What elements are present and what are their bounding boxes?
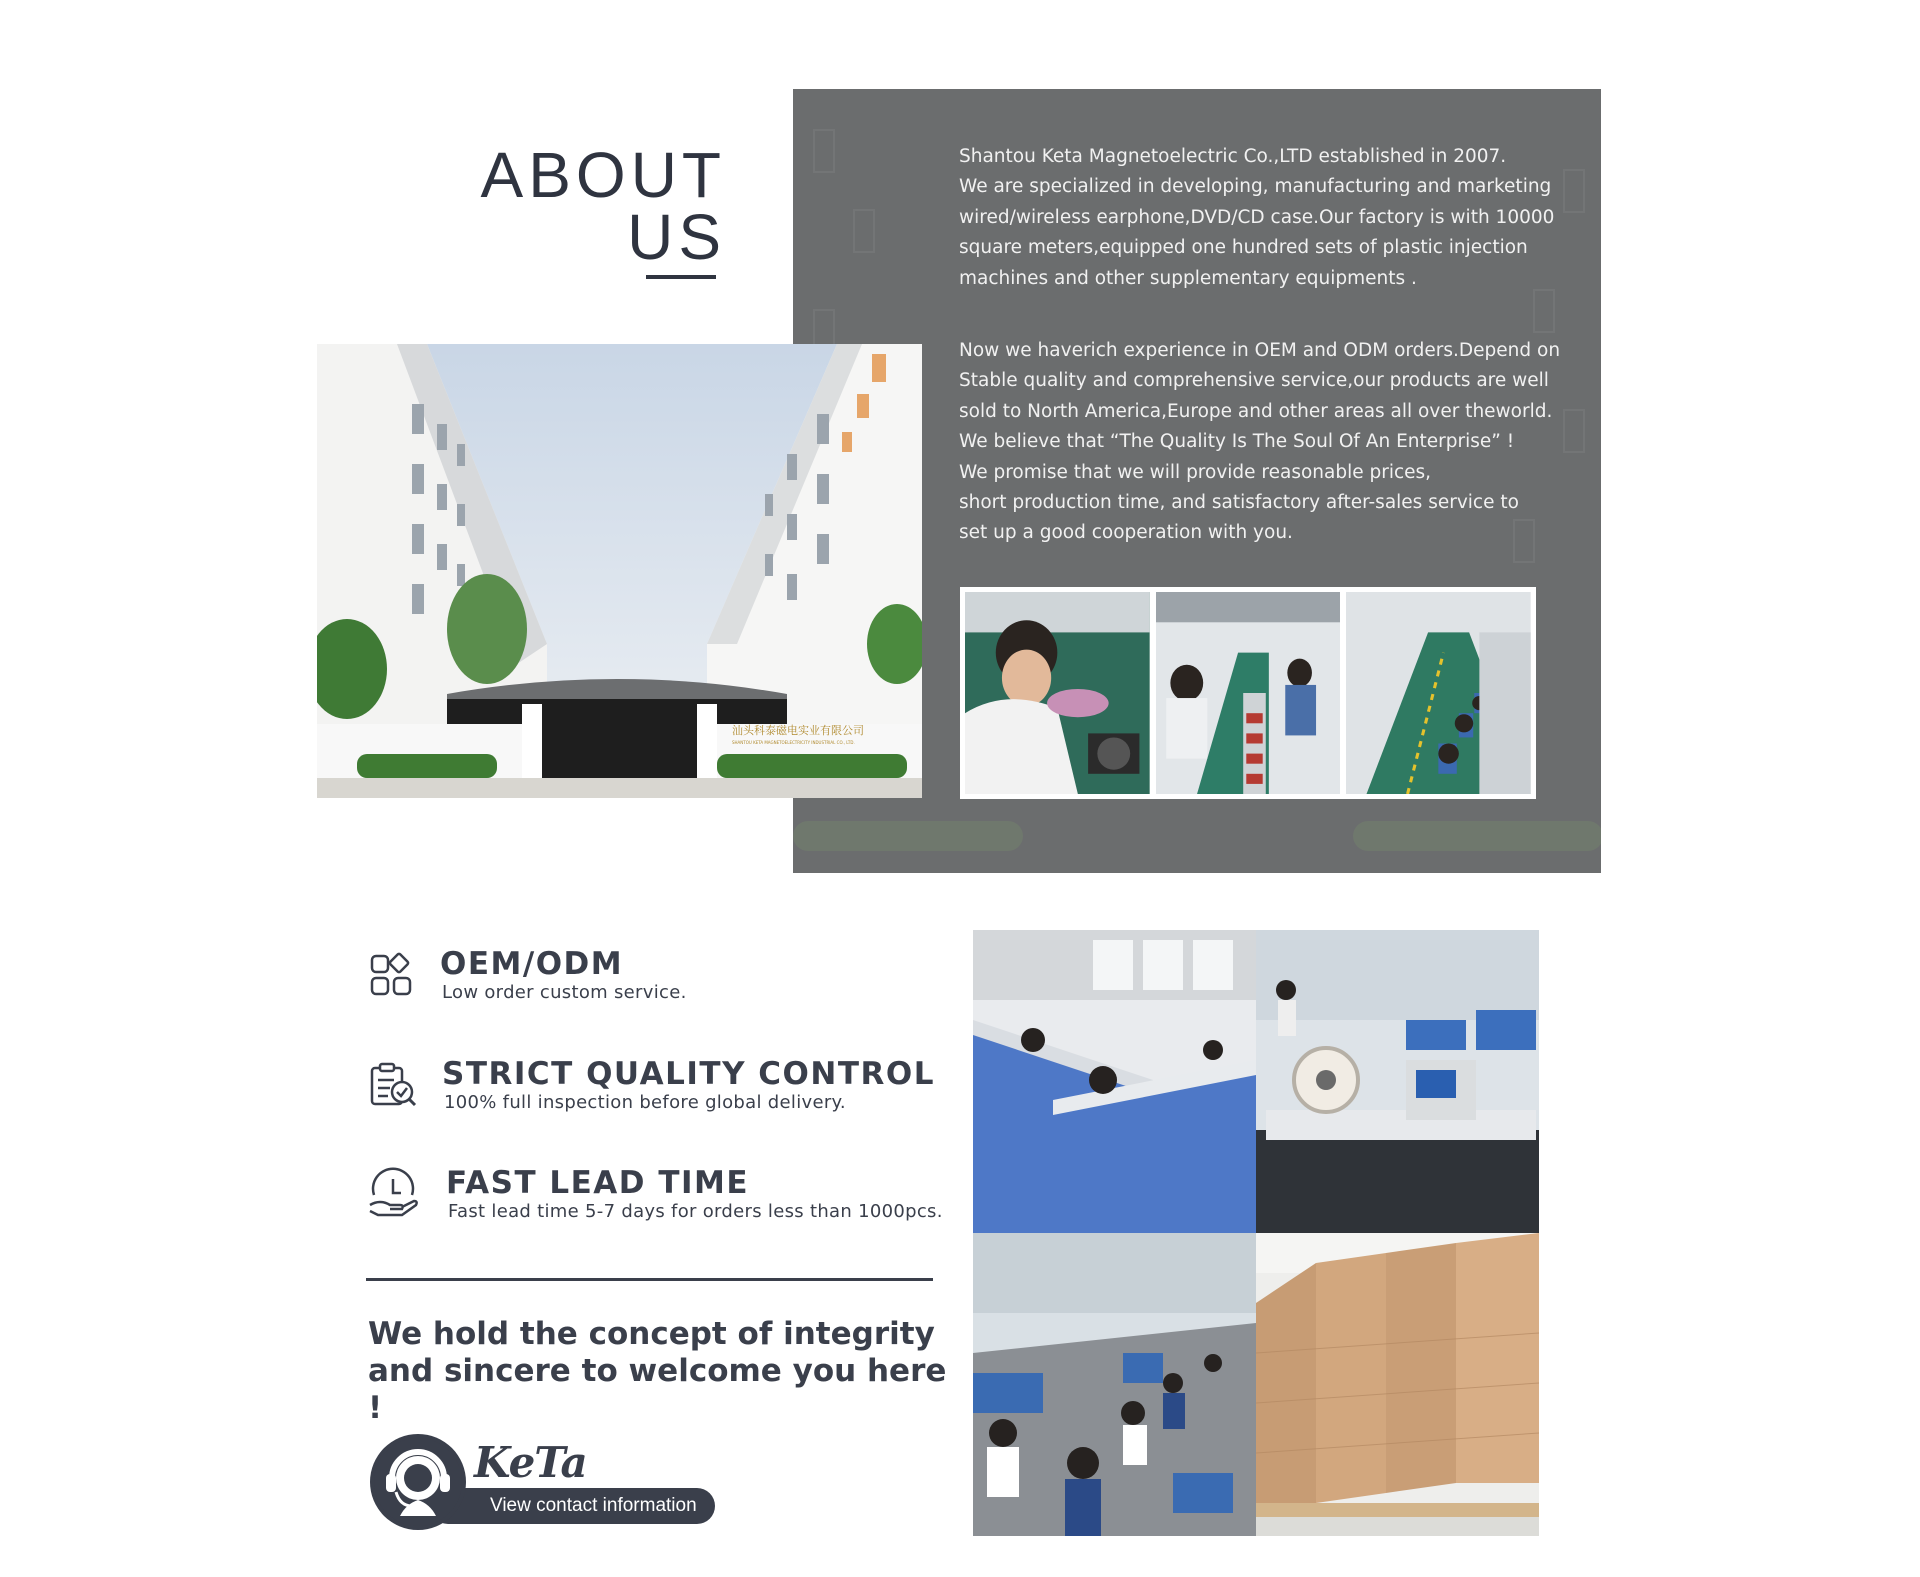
headset-support-icon [370,1434,466,1530]
background-bush [1353,821,1601,851]
factory-building-illustration [317,344,922,798]
feature-description: Low order custom service. [442,982,687,1003]
contact-badge[interactable] [370,1434,715,1530]
workshop-photo-1 [965,592,1150,794]
workshop-photo-strip [960,587,1536,799]
office-cubicles-photo [973,930,1256,1233]
intro-paragraph-1: Shantou Keta Magnetoelectric Co.,LTD established in 2007. We are specialized in developing, manufacturing and marketing wired/wireless earphone,DVD/CD case.Our factory is with 10000 square meters,equipped one hundred sets of plastic injection machines and other supplementary equipments . [959,146,1555,289]
heading-underline [646,275,716,279]
clipboard-check-icon [366,1058,420,1112]
factory-building-photo [317,344,922,798]
grid-shapes-icon [366,948,420,1002]
building-sign-en: SHANTOU KETA MAGNETOELECTRICITY INDUSTRIAL CO., LTD. [732,740,855,745]
production-workers-illustration [973,1233,1256,1536]
worker-assembling-illustration [965,592,1150,794]
labeling-machines-illustration [1256,930,1539,1233]
about-us-heading [480,139,726,273]
office-cubicles-illustration [973,930,1256,1233]
background-window [813,129,835,173]
intro-paragraph-2: Now we haverich experience in OEM and ODM orders.Depend on Stable quality and comprehensive service,our products are well sold to North America,Europe and other areas all over theworld. We believe that “The Quality Is The Soul Of An Enterprise” ! We promise that we will provide reasonable prices, short production time, and satisfactory after-sales service to set up a good cooperation with you. [959,340,1561,544]
background-window [853,209,875,253]
feature-title: OEM/ODM [440,946,624,982]
clock-hand-icon [366,1167,420,1221]
about-heading-line2: US [627,201,726,273]
carton-stacks-illustration [1256,1233,1539,1536]
view-contact-button[interactable]: View contact information [430,1488,715,1524]
about-heading-line1: ABOUT [480,139,726,211]
packaged-cartons-photo [1256,1233,1539,1536]
labeling-machines-photo [1256,930,1539,1233]
production-line-workers-photo [973,1233,1256,1536]
workshop-photo-3 [1346,592,1531,794]
building-sign-cn: 汕头科泰磁电实业有限公司 [732,724,864,737]
keta-brand-logo: KeTa [474,1438,587,1487]
assembly-line-illustration [1156,592,1341,794]
background-bush [793,821,1023,851]
section-divider [366,1278,933,1281]
feature-description: Fast lead time 5-7 days for orders less than 1000pcs. [448,1201,943,1222]
workshop-photo-2 [1156,592,1341,794]
company-slogan: We hold the concept of integrity and sincere to welcome you here ! [368,1316,947,1426]
feature-title: STRICT QUALITY CONTROL [442,1056,935,1092]
feature-title: FAST LEAD TIME [446,1165,750,1201]
background-window [1533,289,1555,333]
factory-photo-grid [973,930,1539,1536]
feature-description: 100% full inspection before global delivery. [444,1092,846,1113]
production-floor-illustration [1346,592,1531,794]
